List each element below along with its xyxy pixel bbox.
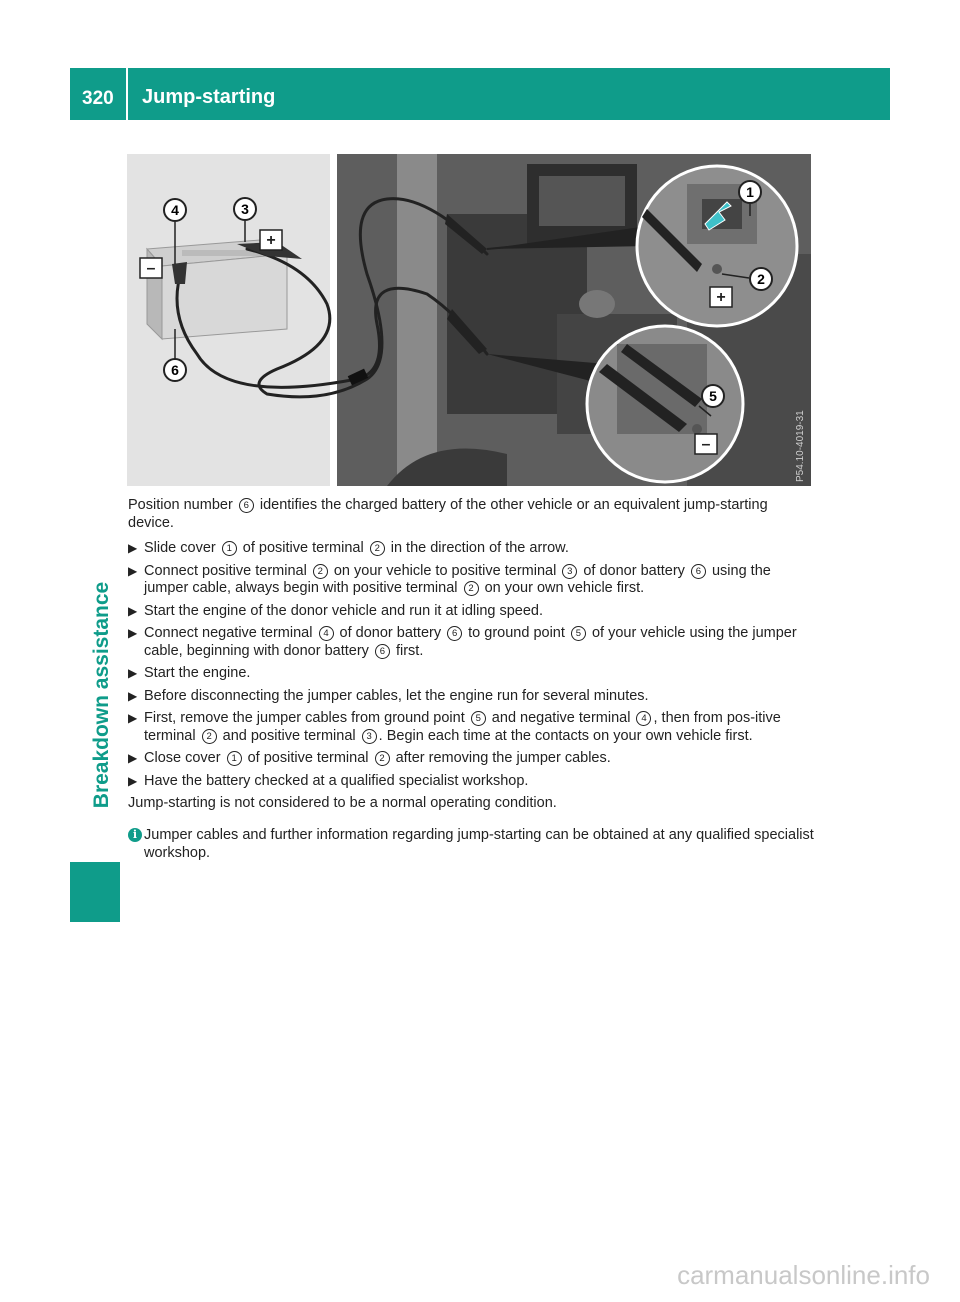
side-tab-block	[70, 862, 120, 922]
step-text: of positive terminal	[238, 540, 368, 556]
info-icon: i	[128, 828, 142, 842]
callout-ref: 2	[202, 729, 217, 744]
step	[128, 710, 814, 745]
step	[128, 750, 814, 768]
side-tab-label: Breakdown assistance	[90, 581, 113, 809]
step	[128, 563, 814, 598]
step-text: , then from pos-itive terminal	[144, 710, 781, 744]
step	[128, 625, 814, 660]
callout-ref: 5	[571, 626, 586, 641]
callout-4: 4	[171, 202, 179, 218]
callout-ref: 1	[227, 751, 242, 766]
step-text: Before disconnecting the jumper cables, let the engine run for several minutes.	[144, 687, 649, 704]
callout-ref: 2	[313, 564, 328, 579]
section-title: Jump-starting	[142, 86, 276, 108]
callout-3: 3	[241, 201, 249, 217]
step	[128, 540, 814, 558]
callout-ref: 6	[239, 498, 254, 513]
watermark: carmanualsonline.info	[677, 1260, 930, 1290]
callout-6: 6	[171, 362, 179, 378]
step-arrow-icon: ▶	[128, 773, 138, 788]
step	[128, 688, 814, 706]
step-text: on your own vehicle first.	[480, 580, 645, 596]
step-arrow-icon: ▶	[128, 626, 138, 640]
step-arrow-icon: ▶	[128, 688, 138, 703]
battery-minus-symbol: –	[146, 260, 156, 277]
step-text: to ground point	[464, 625, 569, 641]
note-paragraph: Jump-starting is not considered to be a normal operating condition.	[128, 795, 557, 811]
step-text: Connect negative terminal	[144, 625, 317, 641]
callout-ref: 2	[375, 751, 390, 766]
info-text: Jumper cables and further information regarding jump-starting can be obtained at any qualified specialist workshop.	[144, 827, 814, 861]
callout-ref: 4	[636, 711, 651, 726]
step-text: First, remove the jumper cables from ground point	[144, 710, 469, 726]
step-text: Close cover	[144, 750, 225, 766]
step-text: on your vehicle to positive terminal	[329, 562, 561, 579]
intro-paragraph	[128, 497, 814, 532]
step-text: of your vehicle using the jumper cable, beginning with donor battery	[144, 625, 797, 659]
callout-1: 1	[746, 184, 754, 200]
callout-ref: 6	[375, 644, 390, 659]
header-divider	[126, 68, 128, 120]
battery-plus-symbol: +	[266, 232, 276, 249]
callout-ref: 3	[562, 564, 577, 579]
callout-ref: 2	[370, 541, 385, 556]
step-text: Have the battery checked at a qualified specialist workshop.	[144, 772, 529, 789]
callout-ref: 1	[222, 541, 237, 556]
step-text: and negative terminal	[487, 710, 635, 726]
step-text: Start the engine of the donor vehicle and run it at idling speed.	[144, 602, 544, 619]
step	[128, 665, 814, 683]
step-arrow-icon: ▶	[128, 711, 138, 725]
figure-code: P54.10-4019-31	[795, 410, 806, 482]
instructions	[128, 497, 814, 877]
step-arrow-icon: ▶	[128, 666, 138, 680]
step-arrow-icon: ▶	[128, 541, 138, 555]
step-text: Connect positive terminal	[144, 562, 311, 579]
step-text: of donor battery	[579, 562, 689, 579]
callout-ref: 4	[319, 626, 334, 641]
step-text: in the direction of the arrow.	[386, 540, 569, 556]
step-text: of positive terminal	[243, 750, 373, 766]
step	[128, 773, 814, 791]
vehicle-minus-symbol: –	[701, 436, 711, 453]
step-text: of donor battery	[335, 625, 446, 641]
step-text: Slide cover	[144, 540, 220, 556]
step-arrow-icon: ▶	[128, 751, 138, 765]
callout-ref: 2	[464, 581, 479, 596]
vehicle-plus-symbol: +	[716, 289, 726, 306]
page-number: 320	[82, 88, 114, 109]
callout-2: 2	[757, 271, 765, 287]
callout-ref: 3	[362, 729, 377, 744]
step	[128, 603, 814, 621]
step-text: after removing the jumper cables.	[391, 750, 611, 766]
callout-ref: 6	[447, 626, 462, 641]
callout-ref: 5	[471, 711, 486, 726]
step-text: first.	[391, 642, 424, 659]
intro-text: identifies the charged battery of the other vehicle or an equivalent jump-starting device.	[128, 497, 768, 531]
jump-start-illustration	[127, 154, 811, 486]
step-arrow-icon: ▶	[128, 603, 138, 618]
step-text: . Begin each time at the contacts on your own vehicle first.	[378, 727, 753, 744]
intro-text: Position number	[128, 497, 237, 513]
callout-5: 5	[709, 388, 717, 404]
info-note	[128, 827, 814, 862]
step-arrow-icon: ▶	[128, 563, 138, 578]
step-text: Start the engine.	[144, 665, 251, 681]
callout-ref: 6	[691, 564, 706, 579]
step-text: and positive terminal	[218, 727, 360, 744]
step-text: using the jumper cable, always begin with positive terminal	[144, 562, 771, 596]
